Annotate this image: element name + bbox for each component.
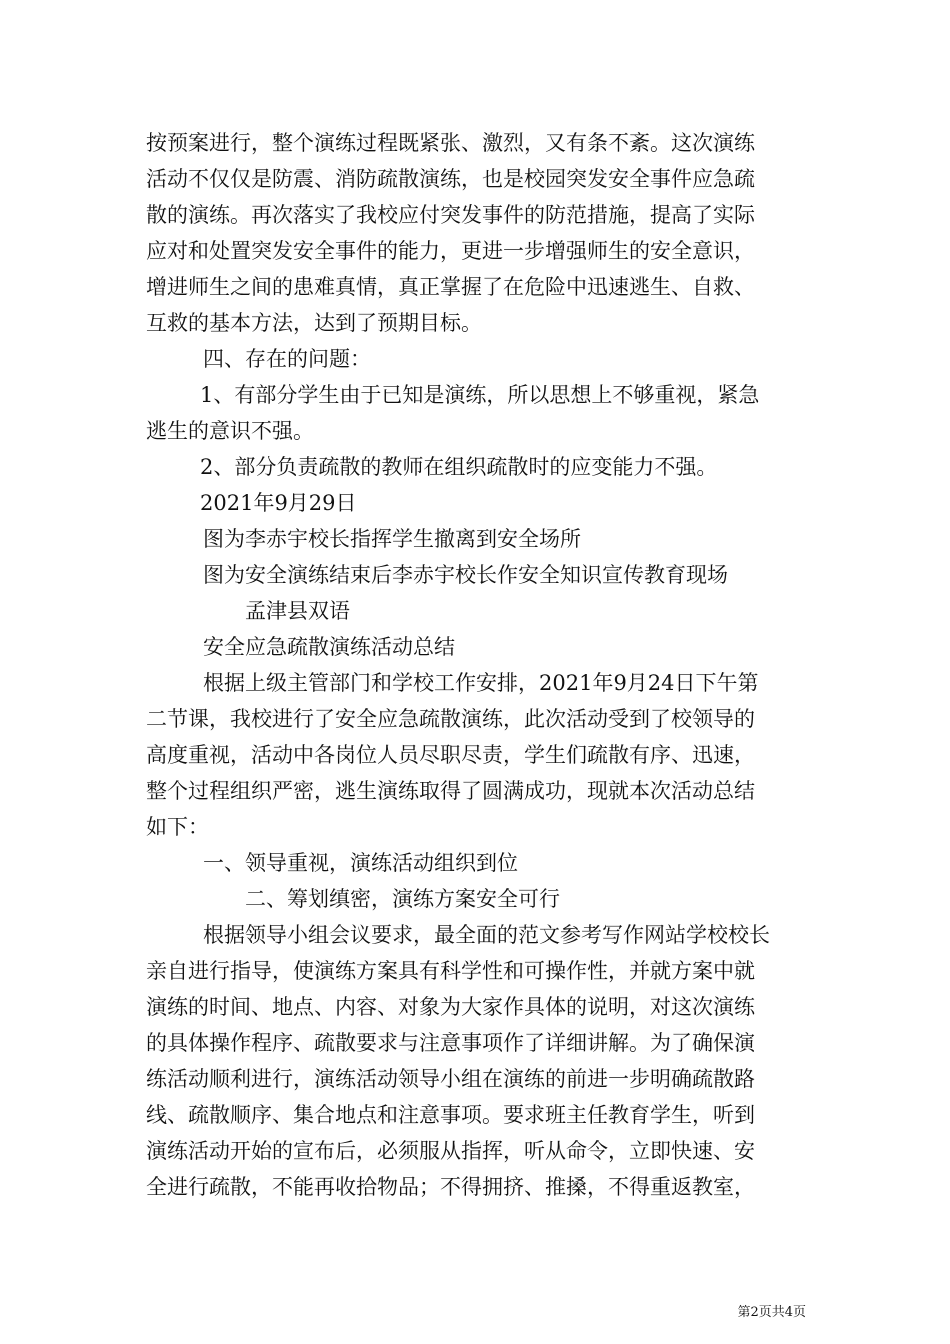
- section-heading: 四、存在的问题：: [203, 347, 371, 371]
- page-number: 第2页共4页: [737, 1305, 806, 1320]
- text-line: 按预案进行，整个演练过程既紧张、激烈，又有条不紊。这次演练: [146, 131, 755, 155]
- text-line: 二节课，我校进行了安全应急疏散演练，此次活动受到了校领导的: [146, 707, 755, 731]
- text-line: 根据领导小组会议要求，最全面的范文参考写作网站学校校长: [203, 923, 770, 947]
- section-heading: 一、领导重视，演练活动组织到位: [203, 851, 518, 875]
- text-line: 演练的时间、地点、内容、对象为大家作具体的说明，对这次演练: [146, 995, 755, 1019]
- text-line: 活动不仅仅是防震、消防疏散演练，也是校园突发安全事件应急疏: [146, 167, 755, 191]
- text-line: 散的演练。再次落实了我校应付突发事件的防范措施，提高了实际: [146, 203, 755, 227]
- text-line: 练活动顺利进行，演练活动领导小组在演练的前进一步明确疏散路: [146, 1067, 755, 1091]
- photo-caption: 图为安全演练结束后李赤宇校长作安全知识宣传教育现场: [203, 563, 728, 587]
- section-heading: 二、筹划缜密，演练方案安全可行: [245, 887, 560, 911]
- text-line: 根据上级主管部门和学校工作安排，2021年9月24日下午第: [203, 671, 759, 695]
- text-line: 增进师生之间的患难真情，真正掌握了在危险中迅速逃生、自救、: [146, 275, 755, 299]
- text-line: 逃生的意识不强。: [146, 419, 314, 443]
- text-line: 线、疏散顺序、集合地点和注意事项。要求班主任教育学生，听到: [146, 1103, 755, 1127]
- text-line: 高度重视，活动中各岗位人员尽职尽责，学生们疏散有序、迅速，: [146, 743, 755, 767]
- school-name: 孟津县双语: [245, 599, 350, 623]
- text-line: 如下：: [146, 815, 209, 839]
- text-line: 全进行疏散，不能再收拾物品；不得拥挤、推搡，不得重返教室，: [146, 1175, 755, 1199]
- report-title: 安全应急疏散演练活动总结: [203, 635, 455, 659]
- text-line: 演练活动开始的宣布后，必须服从指挥，听从命令，立即快速、安: [146, 1139, 755, 1163]
- text-line: 应对和处置突发安全事件的能力，更进一步增强师生的安全意识，: [146, 239, 755, 263]
- list-item: 1、有部分学生由于已知是演练，所以思想上不够重视，紧急: [200, 383, 760, 407]
- text-line: 的具体操作程序、疏散要求与注意事项作了详细讲解。为了确保演: [146, 1031, 755, 1055]
- text-line: 整个过程组织严密，逃生演练取得了圆满成功，现就本次活动总结: [146, 779, 755, 803]
- date-line: 2021年9月29日: [200, 491, 357, 515]
- photo-caption: 图为李赤宇校长指挥学生撤离到安全场所: [203, 527, 581, 551]
- list-item: 2、部分负责疏散的教师在组织疏散时的应变能力不强。: [200, 455, 718, 479]
- text-line: 互救的基本方法，达到了预期目标。: [146, 311, 482, 335]
- text-line: 亲自进行指导，使演练方案具有科学性和可操作性，并就方案中就: [146, 959, 755, 983]
